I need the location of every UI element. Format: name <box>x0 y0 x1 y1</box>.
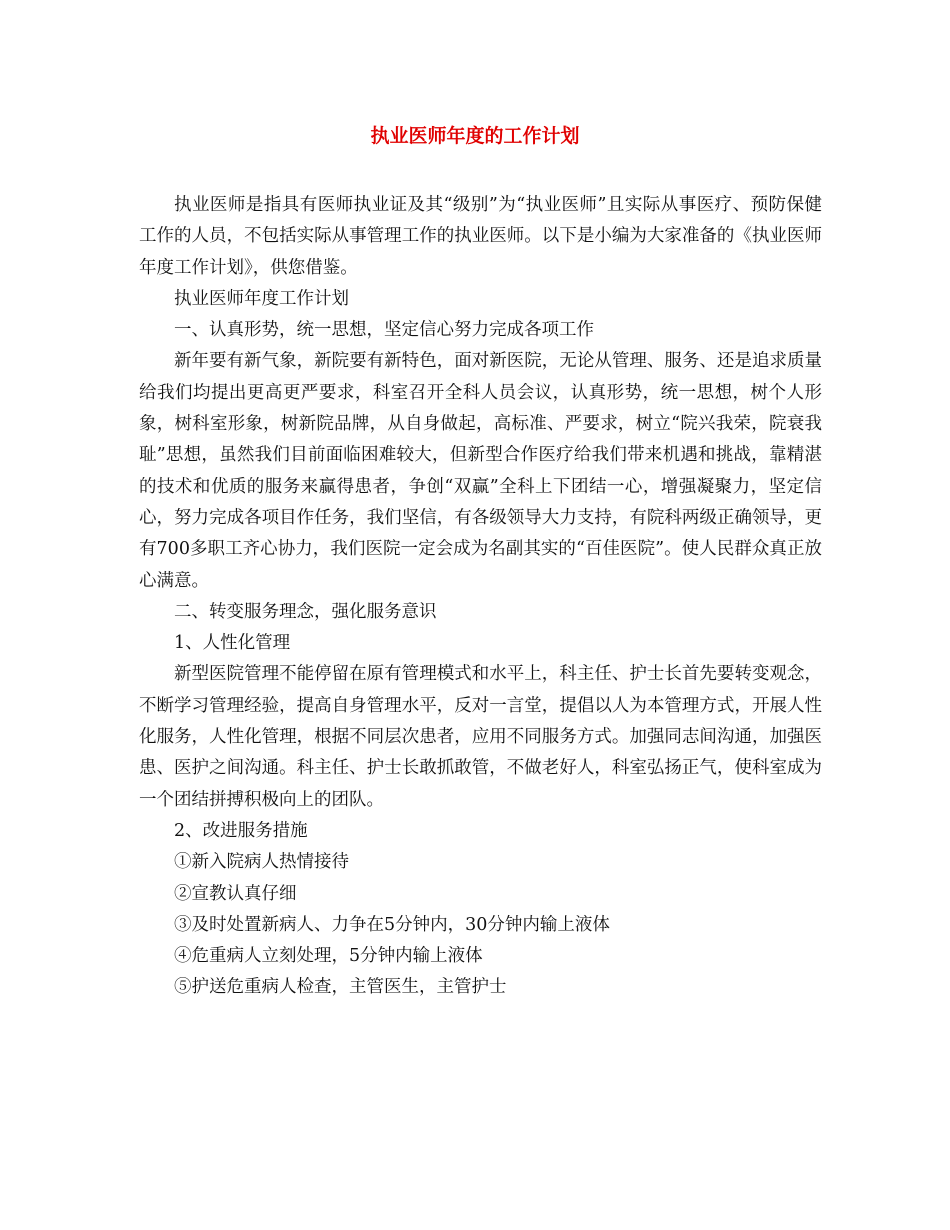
list-item: ⑤护送危重病人检查，主管医生，主管护士 <box>174 977 507 998</box>
paragraph-intro: 执业医师是指具有医师执业证及其“级别”为“执业医师”且实际从事医疗、预防保健工作的人员，不包括实际从事管理工作的执业医师。以下是小编为大家准备的《执业医师年度工作计划》，供您借鉴。 <box>139 195 822 278</box>
list-item: ②宣教认真仔细 <box>174 883 297 904</box>
list-item: ④危重病人立刻处理，5分钟内输上液体 <box>174 946 483 967</box>
list-item: ①新入院病人热情接待 <box>174 852 349 873</box>
paragraph-section-1: 新年要有新气象，新院要有新特色，面对新医院，无论从管理、服务、还是追求质量给我们均提出更高更严要求，科室召开全科人员会议，认真形势，统一思想，树个人形象，树科室形象，树新院品牌，从自身做起，高标准、严要求，树立“院兴我荣，院衰我耻”思想，虽然我们目前面临困难较大，但新型合作医疗给我们带来机遇和挑战，靠精湛的技术和优质的服务来赢得患者，争创“双赢”全科上下团结一心，增强凝聚力，坚定信心，努力完成各项目作任务，我们坚信，有各级领导大力支持，有院科两级正确领导，更有700多职工齐心协力，我们医院一定会成为名副其实的“百佳医院”。使人民群众真正放心满意。 <box>139 351 822 591</box>
paragraph-subsection-1: 新型医院管理不能停留在原有管理模式和水平上，科主任、护士长首先要转变观念，不断学习管理经验，提高自身管理水平，反对一言堂，提倡以人为本管理方式，开展人性化服务，人性化管理，根据不同层次患者，应用不同服务方式。加强同志间沟通，加强医患、医护之间沟通。科主任、护士长敢抓敢管，不做老好人，科室弘扬正气，使科室成为一个团结拼搏积极向上的团队。 <box>139 664 822 810</box>
subsection-heading-1: 1、人性化管理 <box>174 633 291 654</box>
list-item: ③及时处置新病人、力争在5分钟内，30分钟内输上液体 <box>174 914 610 935</box>
document-title: 执业医师年度的工作计划 <box>370 125 580 147</box>
document-body <box>139 190 822 1004</box>
section-heading-2: 二、转变服务理念，强化服务意识 <box>174 601 437 622</box>
subsection-heading-2: 2、改进服务措施 <box>174 820 308 841</box>
section-heading-1: 一、认真形势，统一思想，坚定信心努力完成各项工作 <box>174 320 594 341</box>
paragraph-subtitle: 执业医师年度工作计划 <box>174 288 349 309</box>
